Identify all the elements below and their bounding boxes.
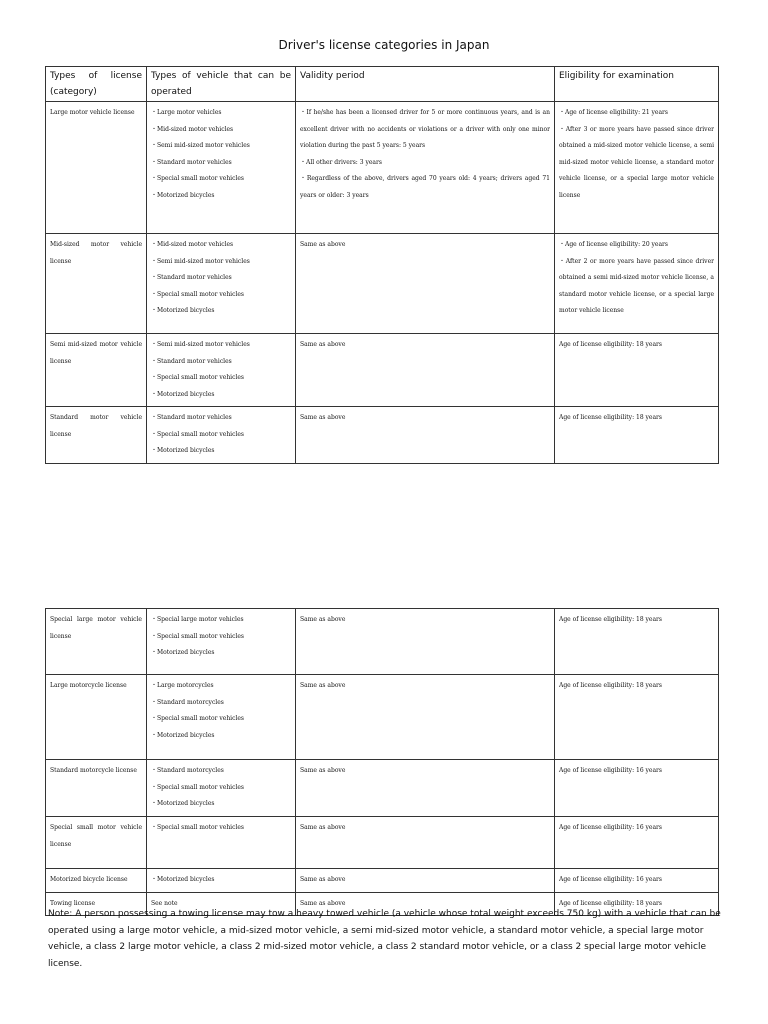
validity-line: ・If he/she has been a licensed driver for 5 or more continuous years, and is an excellent driver with no accidents or violations or a driver with only one minor violation during the past 5 years: 5 years	[300, 109, 550, 149]
validity-line: Same as above	[300, 616, 346, 623]
header-eligibility: Eligibility for examination	[555, 67, 719, 102]
eligibility-line: ・Age of license eligibility: 21 years	[559, 109, 669, 116]
validity-cell	[296, 102, 555, 234]
vehicles-line: ・Special small motor vehicles	[151, 783, 245, 791]
license-type-cell	[46, 675, 147, 760]
vehicles-line: ・Large motorcycles	[151, 682, 214, 689]
vehicles-cell	[147, 817, 296, 869]
vehicles-line: ・Motorized bicycles	[151, 447, 215, 454]
header-validity: Validity period	[296, 67, 555, 102]
validity-line: Same as above	[300, 876, 346, 883]
license-type-cell	[46, 869, 147, 893]
eligibility-line: Age of license eligibility: 18 years	[559, 341, 663, 348]
eligibility-cell	[555, 675, 719, 760]
license-type-label: Special large motor vehicle license	[50, 616, 142, 640]
license-table-part2	[45, 608, 719, 916]
validity-cell	[296, 407, 555, 464]
validity-cell	[296, 234, 555, 334]
eligibility-cell	[555, 869, 719, 893]
vehicles-cell	[147, 102, 296, 234]
license-type-label: Large motor vehicle license	[50, 109, 135, 116]
validity-line: Same as above	[300, 767, 346, 774]
vehicles-line: ・Semi mid-sized motor vehicles	[151, 142, 250, 149]
table-row	[46, 817, 719, 869]
header-license-type: Types of license (category)	[46, 67, 147, 102]
vehicles-line: ・Motorized bicycles	[151, 390, 215, 398]
vehicles-line: ・Standard motorcycles	[151, 698, 224, 706]
vehicles-line: ・Special large motor vehicles	[151, 616, 244, 623]
eligibility-cell	[555, 234, 719, 334]
table-row	[46, 334, 719, 407]
vehicles-line: ・Motorized bicycles	[151, 876, 215, 883]
eligibility-cell	[555, 334, 719, 407]
vehicles-cell	[147, 609, 296, 675]
vehicles-line: ・Standard motorcycles	[151, 767, 224, 774]
vehicles-line: See note	[151, 899, 178, 907]
license-type-cell	[46, 760, 147, 817]
vehicles-line: ・Special small motor vehicles	[151, 715, 245, 722]
eligibility-line: Age of license eligibility: 16 years	[559, 767, 663, 774]
eligibility-cell	[555, 760, 719, 817]
license-type-cell	[46, 102, 147, 234]
table-header-row	[46, 67, 719, 102]
vehicles-cell	[147, 234, 296, 334]
vehicles-line: ・Mid-sized motor vehicles	[151, 125, 234, 133]
eligibility-line: ・After 3 or more years have passed since driver obtained a mid-sized motor vehicle license, a semi mid-sized motor vehicle license, a standard motor vehicle license, or a special large motor vehicle license	[559, 125, 714, 199]
vehicles-line: ・Standard motor vehicles	[151, 274, 232, 281]
license-type-label: Large motorcycle license	[50, 682, 127, 689]
license-type-cell	[46, 817, 147, 869]
eligibility-cell	[555, 817, 719, 869]
table-row	[46, 102, 719, 234]
vehicles-cell	[147, 334, 296, 407]
vehicles-line: ・Standard motor vehicles	[151, 158, 232, 166]
vehicles-cell	[147, 869, 296, 893]
vehicles-line: ・Special small motor vehicles	[151, 175, 245, 182]
vehicles-cell	[147, 760, 296, 817]
validity-line: Same as above	[300, 241, 346, 248]
vehicles-cell	[147, 407, 296, 464]
validity-cell	[296, 817, 555, 869]
license-type-label: Special small motor vehicle license	[50, 824, 142, 848]
license-type-cell	[46, 407, 147, 464]
vehicles-line: ・Mid-sized motor vehicles	[151, 241, 234, 248]
towing-note: Note: A person possessing a towing license may tow a heavy towed vehicle (a vehicle whose total weight exceeds 750 kg) with a vehicle that can be operated using a large motor vehicle, a mid-sized motor vehicle, a semi mid-sized motor vehicle, a standard motor vehicle, a special large motor vehicle, a class 2 large motor vehicle, a class 2 mid-sized motor vehicle, a class 2 standard motor vehicle, or a class 2 special large motor vehicle license.	[48, 909, 721, 969]
validity-line: ・All other drivers: 3 years	[300, 158, 382, 166]
validity-line: Same as above	[300, 824, 346, 831]
vehicles-line: ・Motorized bicycles	[151, 800, 215, 807]
vehicles-line: ・Motorized bicycles	[151, 649, 215, 656]
license-type-label: Standard motorcycle license	[50, 767, 137, 774]
eligibility-cell	[555, 609, 719, 675]
eligibility-line: Age of license eligibility: 18 years	[559, 616, 663, 623]
vehicles-line: ・Motorized bicycles	[151, 191, 215, 199]
header-vehicle-types: Types of vehicle that can be operated	[147, 67, 296, 102]
license-type-cell	[46, 609, 147, 675]
table-row	[46, 869, 719, 893]
vehicles-line: ・Special small motor vehicles	[151, 824, 245, 831]
vehicles-cell	[147, 675, 296, 760]
vehicles-line: ・Standard motor vehicles	[151, 414, 232, 421]
license-type-label: Motorized bicycle license	[50, 876, 128, 883]
vehicles-line: ・Special small motor vehicles	[151, 290, 245, 298]
validity-line: ・Regardless of the above, drivers aged 70 years old: 4 years; drivers aged 71 years or older: 3 years	[300, 175, 550, 199]
table-row	[46, 675, 719, 760]
eligibility-line: ・After 2 or more years have passed since driver obtained a semi mid-sized motor vehicle license, a standard motor vehicle license, or a special large motor vehicle license	[559, 257, 714, 314]
validity-line: Same as above	[300, 899, 346, 907]
page-title: Driver's license categories in Japan	[278, 38, 490, 52]
validity-cell	[296, 675, 555, 760]
table-row	[46, 234, 719, 334]
eligibility-line: ・Age of license eligibility: 20 years	[559, 241, 669, 248]
validity-cell	[296, 609, 555, 675]
vehicles-line: ・Large motor vehicles	[151, 109, 222, 116]
eligibility-cell	[555, 102, 719, 234]
license-type-label: Standard motor vehicle license	[50, 414, 142, 438]
license-type-cell	[46, 334, 147, 407]
table-row	[46, 760, 719, 817]
validity-line: Same as above	[300, 414, 346, 421]
validity-cell	[296, 760, 555, 817]
vehicles-line: ・Semi mid-sized motor vehicles	[151, 257, 250, 265]
eligibility-cell	[555, 407, 719, 464]
eligibility-line: Age of license eligibility: 16 years	[559, 876, 663, 883]
vehicles-line: ・Motorized bicycles	[151, 731, 215, 739]
validity-cell	[296, 869, 555, 893]
eligibility-line: Age of license eligibility: 18 years	[559, 682, 663, 689]
vehicles-line: ・Motorized bicycles	[151, 307, 215, 314]
vehicles-line: ・Special small motor vehicles	[151, 374, 245, 381]
license-table-part1	[45, 66, 719, 464]
license-type-cell	[46, 234, 147, 334]
vehicles-line: ・Semi mid-sized motor vehicles	[151, 341, 250, 348]
license-type-label: Towing license	[50, 899, 96, 907]
license-type-label: Semi mid-sized motor vehicle license	[50, 341, 142, 365]
vehicles-line: ・Special small motor vehicles	[151, 632, 245, 640]
validity-line: Same as above	[300, 341, 346, 348]
eligibility-line: Age of license eligibility: 16 years	[559, 824, 663, 831]
eligibility-line: Age of license eligibility: 18 years	[559, 414, 663, 421]
eligibility-line: Age of license eligibility: 18 years	[559, 899, 663, 907]
vehicles-line: ・Special small motor vehicles	[151, 430, 245, 438]
vehicles-line: ・Standard motor vehicles	[151, 357, 232, 365]
validity-line: Same as above	[300, 682, 346, 689]
license-type-label: Mid-sized motor vehicle license	[50, 241, 142, 265]
validity-cell	[296, 334, 555, 407]
table-row	[46, 609, 719, 675]
table-row	[46, 407, 719, 464]
